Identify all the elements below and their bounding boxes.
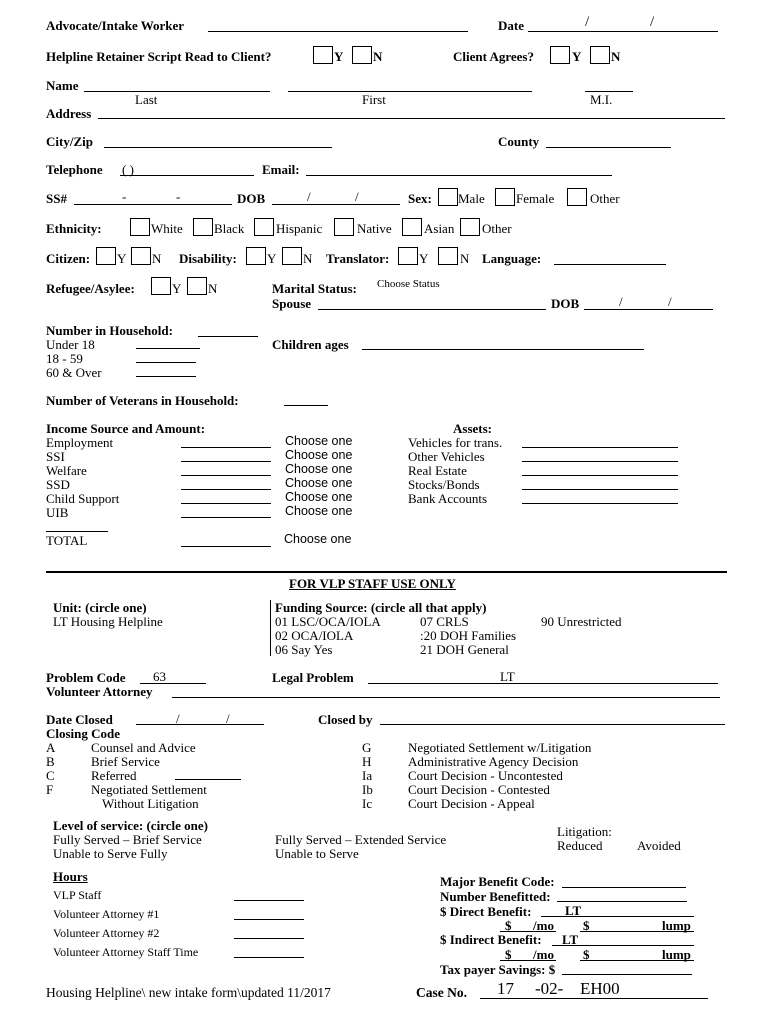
cityzip-field[interactable] bbox=[104, 147, 332, 148]
date-closed-sep: / bbox=[226, 711, 230, 726]
unit-value: LT Housing Helpline bbox=[53, 614, 163, 629]
age18-59-field[interactable] bbox=[136, 362, 196, 363]
no-label: N bbox=[303, 251, 313, 266]
income-heading: Income Source and Amount: bbox=[46, 421, 206, 436]
advocate-field[interactable] bbox=[208, 31, 468, 32]
income-source-label: SSI bbox=[46, 449, 65, 464]
closing-option[interactable]: Negotiated Settlement bbox=[91, 782, 207, 797]
major-benefit-label: Major Benefit Code: bbox=[440, 874, 555, 889]
script-yes-checkbox[interactable] bbox=[313, 46, 333, 64]
income-choice-select[interactable]: Choose one bbox=[285, 448, 353, 462]
litigation-option[interactable]: Avoided bbox=[637, 838, 681, 853]
date-closed-field[interactable] bbox=[136, 724, 264, 725]
sex-option: Male bbox=[458, 191, 485, 206]
closing-code-label: Closing Code bbox=[46, 726, 121, 741]
income-amount-field[interactable] bbox=[181, 475, 271, 476]
assets-heading: Assets: bbox=[453, 421, 492, 436]
refugee-no-checkbox[interactable] bbox=[187, 277, 207, 295]
translator-yes-checkbox[interactable] bbox=[398, 247, 418, 265]
hours-field[interactable] bbox=[234, 919, 304, 920]
section-divider bbox=[46, 571, 727, 573]
level-option[interactable]: Unable to Serve bbox=[275, 846, 359, 861]
indirect-dollar: $ bbox=[505, 947, 512, 962]
asset-field[interactable] bbox=[522, 475, 678, 476]
telephone-field[interactable] bbox=[120, 175, 254, 176]
closing-option[interactable]: Brief Service bbox=[91, 754, 160, 769]
name-label: Name bbox=[46, 78, 79, 93]
indirect-per-mo: /mo bbox=[533, 947, 554, 962]
spouse-dob-label: DOB bbox=[551, 296, 580, 311]
closing-option[interactable]: Negotiated Settlement w/Litigation bbox=[408, 740, 592, 755]
staff-heading: FOR VLP STAFF USE ONLY bbox=[289, 576, 456, 591]
last-name-field[interactable] bbox=[84, 91, 270, 92]
income-source-label: UIB bbox=[46, 505, 69, 520]
income-source-label: Child Support bbox=[46, 491, 120, 506]
closing-code: F bbox=[46, 782, 54, 797]
indirect-monthly-field[interactable] bbox=[500, 960, 556, 961]
no-label: N bbox=[373, 49, 383, 64]
ethnicity-black-checkbox[interactable] bbox=[193, 218, 213, 236]
household-label: Number in Household: bbox=[46, 323, 173, 338]
citizen-no-checkbox[interactable] bbox=[131, 247, 151, 265]
email-label: Email: bbox=[262, 162, 300, 177]
closed-by-field[interactable] bbox=[380, 724, 725, 725]
income-choice-select[interactable]: Choose one bbox=[285, 462, 353, 476]
ethnicity-other-checkbox[interactable] bbox=[460, 218, 480, 236]
unit-label: Unit: (circle one) bbox=[53, 600, 147, 615]
asset-field[interactable] bbox=[522, 447, 678, 448]
funding-label: Funding Source: (circle all that apply) bbox=[275, 600, 487, 615]
funding-option[interactable]: 21 DOH General bbox=[420, 642, 509, 657]
income-choice-select[interactable]: Choose one bbox=[285, 476, 353, 490]
funding-option[interactable]: 90 Unrestricted bbox=[541, 614, 622, 629]
direct-benefit-label: $ Direct Benefit: bbox=[440, 904, 532, 919]
case-part: EH00 bbox=[580, 979, 620, 998]
veterans-field[interactable] bbox=[284, 405, 328, 406]
income-amount-field[interactable] bbox=[181, 503, 271, 504]
ethnicity-option: Asian bbox=[424, 221, 455, 236]
translator-no-checkbox[interactable] bbox=[438, 247, 458, 265]
income-source-label: SSD bbox=[46, 477, 70, 492]
county-label: County bbox=[498, 134, 540, 149]
indirect-lump: lump bbox=[662, 947, 691, 962]
asset-label: Stocks/Bonds bbox=[408, 477, 480, 492]
spouse-dob-sep: / bbox=[619, 294, 623, 309]
footer-path: Housing Helpline\ new intake form\updated 11/2017 bbox=[46, 985, 331, 1000]
indirect-lump-field[interactable] bbox=[580, 960, 694, 961]
script-no-checkbox[interactable] bbox=[352, 46, 372, 64]
mi-caption: M.I. bbox=[590, 92, 613, 107]
disability-yes-checkbox[interactable] bbox=[246, 247, 266, 265]
sex-option: Female bbox=[516, 191, 555, 206]
spouse-dob-field[interactable] bbox=[584, 309, 713, 310]
direct-per-mo: /mo bbox=[533, 918, 554, 933]
age60-label: 60 & Over bbox=[46, 365, 102, 380]
asset-field[interactable] bbox=[522, 489, 678, 490]
first-name-field[interactable] bbox=[288, 91, 532, 92]
spouse-label: Spouse bbox=[272, 296, 312, 311]
income-choice-select[interactable]: Choose one bbox=[285, 490, 353, 504]
telephone-label: Telephone bbox=[46, 162, 103, 177]
county-field[interactable] bbox=[546, 147, 671, 148]
closing-code: B bbox=[46, 754, 55, 769]
ethnicity-white-checkbox[interactable] bbox=[130, 218, 150, 236]
direct-lump: lump bbox=[662, 918, 691, 933]
hours-row-label: VLP Staff bbox=[53, 888, 102, 902]
ethnicity-label: Ethnicity: bbox=[46, 221, 102, 236]
funding-option[interactable]: 06 Say Yes bbox=[275, 642, 333, 657]
closing-code: Ia bbox=[362, 768, 373, 783]
citizen-label: Citizen: bbox=[46, 251, 91, 266]
hours-row-label: Volunteer Attorney Staff Time bbox=[53, 945, 199, 959]
major-benefit-field[interactable] bbox=[562, 887, 686, 888]
yes-label: Y bbox=[419, 251, 429, 266]
ss-label: SS# bbox=[46, 191, 67, 206]
agrees-yes-checkbox[interactable] bbox=[550, 46, 570, 64]
no-label: N bbox=[460, 251, 470, 266]
legal-problem-label: Legal Problem bbox=[272, 670, 354, 685]
closing-option[interactable]: Court Decision - Uncontested bbox=[408, 768, 563, 783]
dob-label: DOB bbox=[237, 191, 266, 206]
veterans-label: Number of Veterans in Household: bbox=[46, 393, 239, 408]
income-amount-field[interactable] bbox=[181, 461, 271, 462]
closing-option-cont: Without Litigation bbox=[102, 796, 199, 811]
funding-option[interactable]: 01 LSC/OCA/IOLA bbox=[275, 614, 381, 629]
date-sep: / bbox=[585, 14, 590, 30]
ss-field[interactable] bbox=[74, 204, 232, 205]
hours-field[interactable] bbox=[234, 938, 304, 939]
yes-label: Y bbox=[572, 49, 582, 64]
direct-benefit-value: LT bbox=[565, 903, 582, 918]
legal-problem-value: LT bbox=[500, 669, 515, 684]
level-option[interactable]: Fully Served – Brief Service bbox=[53, 832, 202, 847]
ethnicity-asian-checkbox[interactable] bbox=[402, 218, 422, 236]
children-label: Children ages bbox=[272, 337, 349, 352]
asset-label: Other Vehicles bbox=[408, 449, 485, 464]
under18-field[interactable] bbox=[136, 348, 200, 349]
taxpayer-label: Tax payer Savings: $ bbox=[440, 962, 556, 977]
ss-sep: - bbox=[176, 189, 181, 204]
level-option[interactable]: Fully Served – Extended Service bbox=[275, 832, 447, 847]
marital-select[interactable]: Choose Status bbox=[377, 278, 440, 290]
legal-problem-field[interactable] bbox=[368, 683, 718, 684]
number-benefitted-label: Number Benefitted: bbox=[440, 889, 551, 904]
asset-label: Vehicles for trans. bbox=[408, 435, 503, 450]
problem-code-label: Problem Code bbox=[46, 670, 126, 685]
closing-option[interactable]: Court Decision - Contested bbox=[408, 782, 550, 797]
closing-option[interactable]: Administrative Agency Decision bbox=[408, 754, 579, 769]
total-choice-select[interactable]: Choose one bbox=[284, 532, 352, 546]
spouse-dob-sep: / bbox=[668, 294, 672, 309]
hours-row-label: Volunteer Attorney #1 bbox=[53, 907, 160, 921]
closing-option[interactable]: Counsel and Advice bbox=[91, 740, 196, 755]
closed-by-label: Closed by bbox=[318, 712, 373, 727]
litigation-label: Litigation: bbox=[557, 824, 612, 839]
spouse-field[interactable] bbox=[318, 309, 546, 310]
refugee-label: Refugee/Asylee: bbox=[46, 281, 135, 296]
closing-option[interactable]: Referred bbox=[91, 768, 137, 783]
last-caption: Last bbox=[135, 92, 158, 107]
first-caption: First bbox=[362, 92, 386, 107]
hours-field[interactable] bbox=[234, 957, 304, 958]
hours-label: Hours bbox=[53, 869, 88, 884]
agrees-no-checkbox[interactable] bbox=[590, 46, 610, 64]
sex-female-checkbox[interactable] bbox=[495, 188, 515, 206]
indirect-dollar-lump: $ bbox=[583, 947, 590, 962]
income-amount-field[interactable] bbox=[181, 447, 271, 448]
agrees-label: Client Agrees? bbox=[453, 49, 534, 64]
language-label: Language: bbox=[482, 251, 542, 266]
dob-sep: / bbox=[307, 189, 311, 204]
total-rule bbox=[46, 531, 108, 532]
ethnicity-option: Other bbox=[482, 221, 512, 236]
volunteer-label: Volunteer Attorney bbox=[46, 684, 153, 699]
case-label: Case No. bbox=[416, 985, 467, 1000]
funding-option[interactable]: 07 CRLS bbox=[420, 614, 469, 629]
citizen-yes-checkbox[interactable] bbox=[96, 247, 116, 265]
closing-code: A bbox=[46, 740, 56, 755]
level-option[interactable]: Unable to Serve Fully bbox=[53, 846, 168, 861]
referred-field[interactable] bbox=[175, 779, 241, 780]
income-amount-field[interactable] bbox=[181, 517, 271, 518]
level-label: Level of service: (circle one) bbox=[53, 818, 208, 833]
closing-option[interactable]: Court Decision - Appeal bbox=[408, 796, 535, 811]
date-field[interactable] bbox=[528, 31, 718, 32]
ethnicity-option: Hispanic bbox=[276, 221, 323, 236]
yes-label: Y bbox=[267, 251, 277, 266]
income-choice-select[interactable]: Choose one bbox=[285, 434, 353, 448]
advocate-label: Advocate/Intake Worker bbox=[46, 18, 185, 33]
problem-code-value: 63 bbox=[153, 669, 166, 684]
yes-label: Y bbox=[334, 49, 344, 64]
age60-field[interactable] bbox=[136, 376, 196, 377]
volunteer-field[interactable] bbox=[172, 697, 720, 698]
funding-option[interactable]: 02 OCA/IOLA bbox=[275, 628, 354, 643]
refugee-yes-checkbox[interactable] bbox=[151, 277, 171, 295]
script-label: Helpline Retainer Script Read to Client? bbox=[46, 49, 272, 64]
direct-lump-field[interactable] bbox=[580, 931, 694, 932]
telephone-paren: ( ) bbox=[122, 162, 134, 177]
case-part: 17 bbox=[497, 979, 514, 998]
under18-label: Under 18 bbox=[46, 337, 95, 352]
ethnicity-hispanic-checkbox[interactable] bbox=[254, 218, 274, 236]
case-part: -02- bbox=[535, 979, 564, 998]
no-label: N bbox=[611, 49, 621, 64]
closing-code: C bbox=[46, 768, 55, 783]
asset-label: Bank Accounts bbox=[408, 491, 488, 506]
ethnicity-native-checkbox[interactable] bbox=[334, 218, 354, 236]
date-label: Date bbox=[498, 18, 524, 33]
case-field[interactable] bbox=[480, 998, 708, 999]
disability-label: Disability: bbox=[179, 251, 237, 266]
total-amount-field[interactable] bbox=[181, 546, 271, 547]
no-label: N bbox=[152, 251, 162, 266]
marital-label: Marital Status: bbox=[272, 281, 357, 296]
indirect-benefit-value: LT bbox=[562, 932, 579, 947]
funding-option[interactable]: :20 DOH Families bbox=[420, 628, 517, 643]
closing-code: H bbox=[362, 754, 372, 769]
yes-label: Y bbox=[117, 251, 127, 266]
direct-dollar-lump: $ bbox=[583, 918, 590, 933]
yes-label: Y bbox=[172, 281, 182, 296]
asset-field[interactable] bbox=[522, 503, 678, 504]
dob-sep: / bbox=[355, 189, 359, 204]
sex-other-checkbox[interactable] bbox=[567, 188, 587, 206]
ethnicity-option: White bbox=[151, 221, 183, 236]
income-source-label: Employment bbox=[46, 435, 114, 450]
asset-field[interactable] bbox=[522, 461, 678, 462]
disability-no-checkbox[interactable] bbox=[282, 247, 302, 265]
ss-sep: - bbox=[122, 189, 127, 204]
income-source-label: Welfare bbox=[46, 463, 87, 478]
closing-code: Ic bbox=[362, 796, 373, 811]
hours-field[interactable] bbox=[234, 900, 304, 901]
date-sep: / bbox=[650, 14, 655, 30]
number-benefitted-field[interactable] bbox=[557, 901, 687, 902]
no-label: N bbox=[208, 281, 218, 296]
sex-label: Sex: bbox=[408, 191, 432, 206]
date-closed-label: Date Closed bbox=[46, 712, 113, 727]
direct-dollar: $ bbox=[505, 918, 512, 933]
asset-label: Real Estate bbox=[408, 463, 467, 478]
litigation-option[interactable]: Reduced bbox=[557, 838, 603, 853]
date-closed-sep: / bbox=[176, 711, 180, 726]
children-field[interactable] bbox=[362, 349, 644, 350]
direct-benefit-field[interactable] bbox=[541, 916, 694, 917]
translator-label: Translator: bbox=[326, 251, 390, 266]
address-field[interactable] bbox=[98, 118, 725, 119]
age18-59-label: 18 - 59 bbox=[46, 351, 83, 366]
income-choice-select[interactable]: Choose one bbox=[285, 504, 353, 518]
income-amount-field[interactable] bbox=[181, 489, 271, 490]
total-label: TOTAL bbox=[46, 533, 88, 548]
funding-divider bbox=[270, 600, 271, 656]
hours-row-label: Volunteer Attorney #2 bbox=[53, 926, 160, 940]
ethnicity-option: Black bbox=[214, 221, 245, 236]
closing-code: Ib bbox=[362, 782, 373, 797]
address-label: Address bbox=[46, 106, 92, 121]
sex-male-checkbox[interactable] bbox=[438, 188, 458, 206]
taxpayer-field[interactable] bbox=[562, 974, 692, 975]
language-field[interactable] bbox=[554, 264, 666, 265]
email-field[interactable] bbox=[306, 175, 612, 176]
indirect-benefit-label: $ Indirect Benefit: bbox=[440, 932, 542, 947]
ethnicity-option: Native bbox=[357, 221, 392, 236]
closing-code: G bbox=[362, 740, 372, 755]
sex-option: Other bbox=[590, 191, 620, 206]
dob-field[interactable] bbox=[272, 204, 400, 205]
cityzip-label: City/Zip bbox=[46, 134, 93, 149]
household-field[interactable] bbox=[198, 336, 258, 337]
